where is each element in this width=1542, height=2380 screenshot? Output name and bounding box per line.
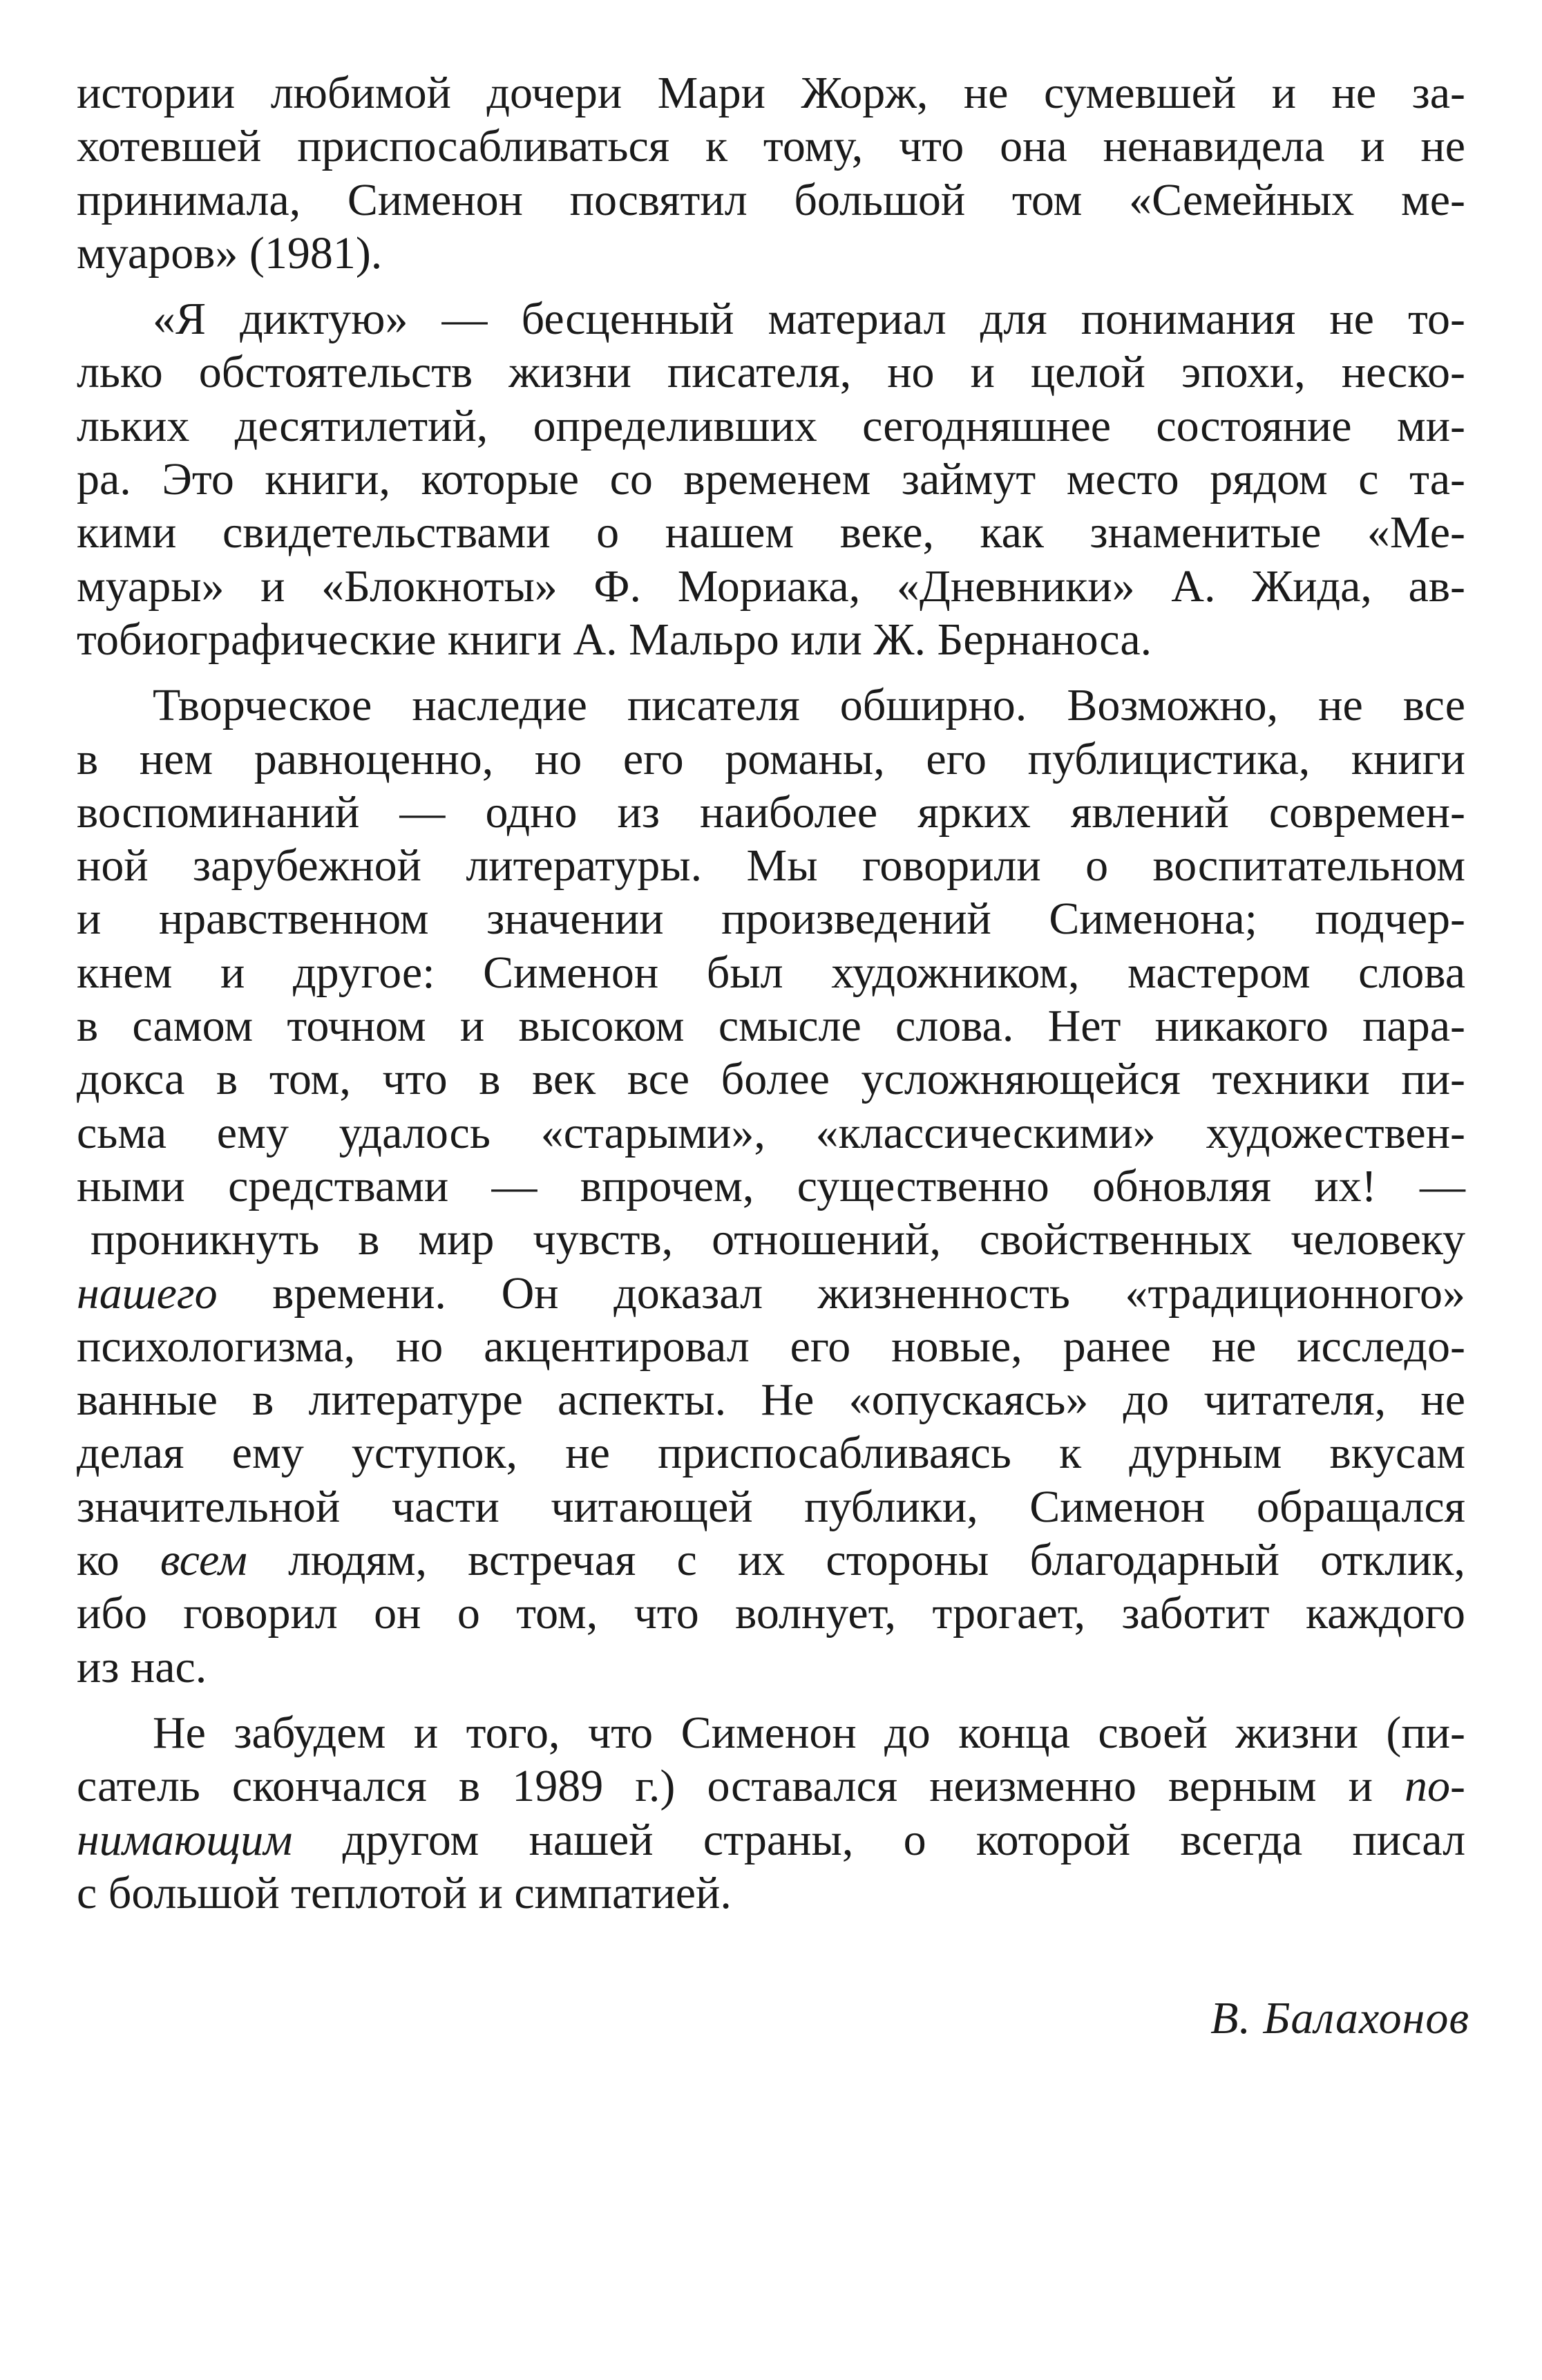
author-signature: В. Балахонов — [1210, 1993, 1469, 2043]
text-line: проникнуть в мир чувств, отношений, свойственных человеку — [91, 1214, 1465, 1265]
text-line: принимала, Сименон посвятил большой том «Семейных ме- — [77, 174, 1465, 225]
text-line: докса в том, что в век все более усложняющейся техники пи- — [77, 1054, 1465, 1105]
text-line: муары» и «Блокноты» Ф. Мориака, «Дневники» А. Жида, ав- — [77, 560, 1465, 612]
text-line: лько обстоятельств жизни писателя, но и целой эпохи, неско- — [77, 347, 1465, 398]
paragraph-4 — [77, 1706, 1465, 1920]
text-line — [77, 1759, 1465, 1813]
text-line: в нем равноценно, но его романы, его публицистика, книги — [77, 733, 1465, 784]
text-line: тобиографические книги А. Мальро или Ж. Бернаноса. — [77, 614, 1152, 665]
text-line: ными средствами — впрочем, существенно обновляя их! — — [77, 1160, 1465, 1211]
text-run: людям, встречая с их стороны благодарный отклик, — [247, 1535, 1465, 1586]
text-line: в самом точном и высоком смысле слова. Нет никакого пара- — [77, 1001, 1465, 1052]
text-line: с большой теплотой и симпатией. — [77, 1867, 732, 1918]
text-line: ибо говорил он о том, что волнует, трогает, заботит каждого — [77, 1588, 1465, 1639]
text-line: хотевшей приспосабливаться к тому, что она ненавидела и не — [77, 121, 1465, 172]
text-run: сатель скончался в 1989 г.) оставался неизменно верным и — [77, 1761, 1405, 1812]
text-line: истории любимой дочери Мари Жорж, не сумевшей и не за- — [77, 68, 1465, 118]
text-line — [77, 1533, 1465, 1587]
text-line: муаров» (1981). — [77, 227, 383, 278]
italic-emphasis: всем — [160, 1535, 247, 1586]
text-line: кнем и другое: Сименон был художником, мастером слова — [77, 947, 1465, 998]
text-run: времени. Он доказал жизненность «традиционного» — [217, 1267, 1465, 1319]
document-page — [77, 66, 1465, 1920]
text-line: ванные в литературе аспекты. Не «опускаясь» до читателя, не — [77, 1375, 1465, 1426]
text-line: из нас. — [77, 1641, 207, 1692]
text-line: льких десятилетий, определивших сегодняшнее состояние ми- — [77, 400, 1465, 451]
text-line: кими свидетельствами о нашем веке, как знаменитые «Ме- — [77, 507, 1465, 558]
text-line: Не забудем и того, что Сименон до конца своей жизни (пи- — [153, 1707, 1465, 1758]
text-line: ра. Это книги, которые со временем займут место рядом с та- — [77, 454, 1465, 505]
text-line: ной зарубежной литературы. Мы говорили о воспитательном — [77, 840, 1465, 891]
italic-emphasis: нимающим — [77, 1814, 293, 1865]
text-run: ко — [77, 1535, 160, 1586]
text-line: и нравственном значении произведений Сименона; подчер- — [77, 894, 1465, 945]
italic-emphasis: по- — [1405, 1761, 1465, 1812]
text-line — [77, 1813, 1465, 1867]
paragraph-3 — [77, 679, 1465, 1694]
text-line: воспоминаний — одно из наиболее ярких явлений современ- — [77, 786, 1465, 838]
text-line: «Я диктую» — бесценный материал для понимания не то- — [153, 294, 1465, 345]
text-line: делая ему уступок, не приспосабливаясь к дурным вкусам — [77, 1428, 1465, 1479]
text-line — [77, 1267, 1465, 1320]
paragraph-2 — [77, 292, 1465, 666]
text-run: другом нашей страны, о которой всегда писал — [292, 1814, 1465, 1865]
text-line: сьма ему удалось «старыми», «классическими» художествен- — [77, 1107, 1465, 1158]
paragraph-1 — [77, 66, 1465, 280]
text-line: значительной части читающей публики, Сименон обращался — [77, 1481, 1465, 1532]
italic-emphasis: нашего — [77, 1267, 218, 1319]
text-line: психологизма, но акцентировал его новые, ранее не исследо- — [77, 1321, 1465, 1372]
text-line: Творческое наследие писателя обширно. Возможно, не все — [153, 680, 1465, 731]
